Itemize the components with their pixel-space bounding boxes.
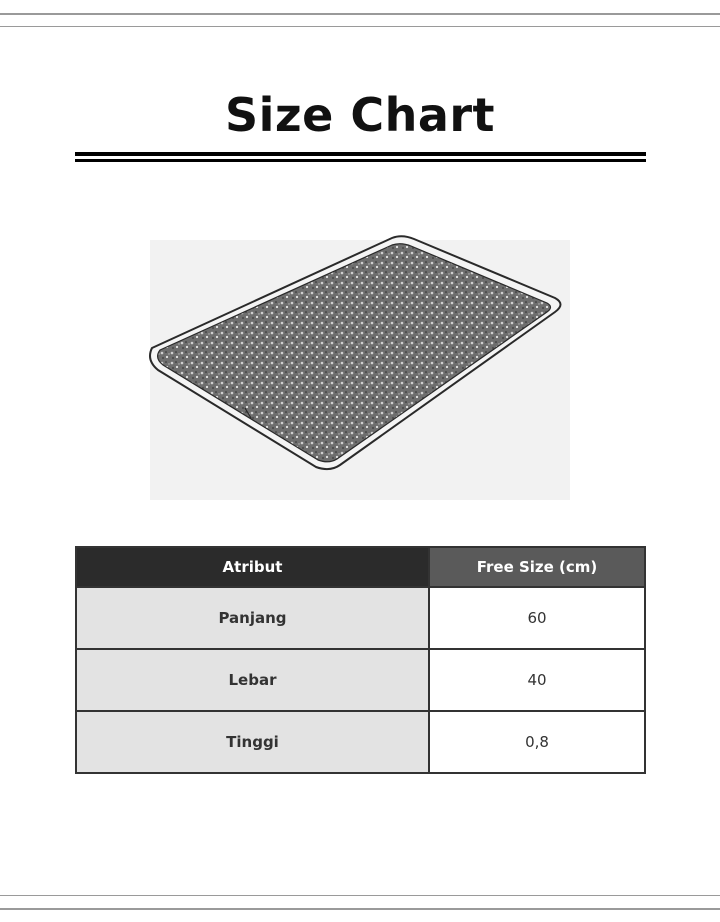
bottom-border-line-2 — [0, 908, 720, 910]
size-table — [75, 546, 646, 774]
table-header-row — [76, 547, 645, 587]
value-cell: 60 — [429, 587, 645, 649]
attribute-cell: Panjang — [76, 587, 429, 649]
value-cell: 0,8 — [429, 711, 645, 773]
door-mat-icon — [130, 220, 590, 520]
top-border-line-2 — [0, 26, 720, 27]
table-row — [76, 711, 645, 773]
product-image — [130, 220, 590, 520]
title-underline-thick — [75, 152, 646, 156]
table-row — [76, 649, 645, 711]
value-cell: 40 — [429, 649, 645, 711]
page-title: Size Chart — [224, 88, 496, 142]
attribute-cell: Tinggi — [76, 711, 429, 773]
attribute-cell: Lebar — [76, 649, 429, 711]
bottom-border-line-1 — [0, 895, 720, 896]
top-border-line-1 — [0, 13, 720, 15]
title-underline-thin — [75, 159, 646, 162]
table-row — [76, 587, 645, 649]
column-header-atribut: Atribut — [76, 547, 429, 587]
column-header-free-size: Free Size (cm) — [429, 547, 645, 587]
